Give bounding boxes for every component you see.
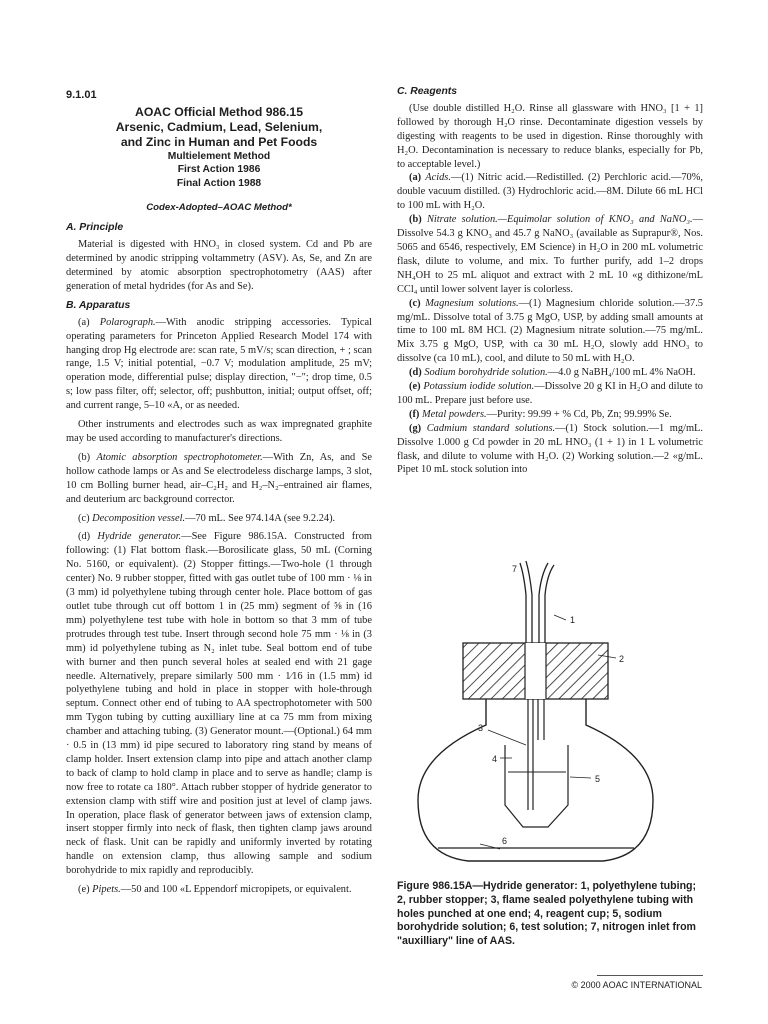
apparatus-a: (a) Polarograph.—With anodic stripping accessories. Typical operating parameters for Princeton Applied Research Model 174 with hanging drop Hg electrode are: scan rate, 5 mV/s; scan direction, + ; scan range, 1.5 V; initial potential, −0.7 V; modulation amplitude, 25 mV; operation mode, differential pulse; display direction, "−"; drop time, 0.5 s; low pass filter, off; selector, off; pushbutton, initial; output offset, off; and current range, 5–10 «A, or as needed. xyxy=(66,316,372,412)
figure-label-2: 2 xyxy=(619,654,625,664)
outlet-tube-wall xyxy=(545,565,554,643)
figure-label-7: 7 xyxy=(512,564,518,574)
reagent-f: (f) Metal powders.—Purity: 99.99 + % Cd, Pb, Zn; 99.99% Se. xyxy=(409,408,672,420)
codex-note: Codex-Adopted–AOAC Method* xyxy=(146,202,292,214)
reagent-e: (e) Potassium iodide solution.—Dissolve 20 g KI in H₂O and dilute to 100 mL. Prepare just before use. xyxy=(397,381,703,406)
reagent-g: (g) Cadmium standard solutions.—(1) Stock solution.—1 mg/mL. Dissolve 1.000 g Cd powder in 20 mL HNO₃ (1 + 1) in 1 L volumetric flask, and dilute to volume with H₂O. (2) Working solution.—2 «g/mL. Pipet 10 mL stock solution into xyxy=(397,422,703,476)
apparatus-c: (c) Decomposition vessel.—70 mL. See 974.14A (see 9.2.24). xyxy=(78,512,336,524)
principle-text: Material is digested with HNO₃ in closed system. Cd and Pb are determined by anodic stripping voltammetry (ASV). As, Se, and Zn are determined by atomic absorption spectrophotometry (AAS) after generation of metal hydrides (for As and Se). xyxy=(66,239,372,292)
section-number: 9.1.01 xyxy=(66,89,97,101)
reagent-d: (d) Sodium borohydride solution.—4.0 g NaBH₄/100 mL 4% NaOH. xyxy=(409,367,696,379)
method-title-line3: and Zinc in Human and Pet Foods xyxy=(120,134,318,149)
right-column xyxy=(397,85,703,477)
apparatus-d: (d) Hydride generator.—See Figure 986.15A. Constructed from following: (1) Flat bottom flask.—Borosilicate glass, 50 mL (Corning No. 5160, or equivalent). (2) Stopper fittings.—Two-hole (1 through center) No. 9 rubber stopper, fitted with gas outlet tube of 100 mm · ⅛ in (3 mm) id polyethylene tubing through center hole. Place bottom of gas outlet tube through cut off bottom 1 in (25 mm) segment of ⅝ in (16 mm) polyethylene test tube with hole in bottom so that 3 mm of tube protrudes through test tube. Insert through second hole 75 mm · ⅛ in (3 mm) id polyethylene tubing as N₂ inlet tube. Seal bottom end of tube with burner and then punch several holes at sealed end with 21 gage needle. Alternatively, prepare similarly 500 mm · 1⁄16 in (1.5 mm) id polyethylene tubing and hold in place in stopper with hole-through septum. Connect other end of tubing to AA spectrophotometer with 500 mm Tygon tubing by cutting auxilliary line at ca 75 mm from mixing chamber and attaching tubing. (3) Generator mount.—(Optional.) 64 mm · 0.5 in (13 mm) id pipe secured to laboratory ring stand by means of clamp holder. Insert extension clamp into pipe and attach another clamp to back of clamp to hold clamp in place and to serve as handle; clamp is now free to rotate ca 180°. Attach rubber stopper of hydride generator to extension clamp with stiff wire and position just at level of clamp jaws. In operation, place flask of generator between jaws of extension clamp, insert stopper firmly into neck of flask, then tighten clamp jaws around neck of flask. Unit can be rapidly and uniformly inverted by rotating handle on extension clamp, thus allowing sample and sodium borohydride to mix rapidly and reproducibly. xyxy=(66,531,372,877)
method-title-line2: Arsenic, Cadmium, Lead, Selenium, xyxy=(115,119,323,134)
apparatus-b: (b) Atomic absorption spectrophotometer.—With Zn, As, and Se hollow cathode lamps or As and Se electrodeless discharge lamps, 3 slot, 10 cm Bolling burner head, air–C₂H₂ and H₂–N₂–entrained air flames, and deuterium arc background corrector. xyxy=(66,451,372,505)
reagent-a: (a) Acids.—(1) Nitric acid.—Redistilled. (2) Perchloric acid.—70%, double vacuum distilled. (3) Hydrochloric acid.—8M. Dilute 66 mL HCl to 100 mL with H₂O. xyxy=(397,172,703,212)
nitrogen-inlet-tube xyxy=(520,563,526,643)
left-column xyxy=(66,85,372,902)
figure-label-4: 4 xyxy=(492,754,498,764)
flask xyxy=(418,699,653,861)
footer-rule xyxy=(597,975,703,976)
apparatus-e: (e) Pipets.—50 and 100 «L Eppendorf micropipets, or equivalent. xyxy=(78,884,352,896)
apparatus-heading: B. Apparatus xyxy=(66,299,131,311)
reagent-c: (c) Magnesium solutions.—(1) Magnesium chloride solution.—37.5 mg/mL. Dissolve total of 3.75 g MgO, USP, by adding small amounts at time to 100 mL 8M HCl. (2) Magnesium nitrate solution.—75 mg/mL. Mix 3.75 g MgO, USP, with ca 30 mL H₂O, slowly add HNO₃ to dissolve (ca 10 mL), cool, and dilute to 50 mL with H₂O. xyxy=(397,297,703,365)
reagent-cup xyxy=(505,745,568,827)
figure-label-5: 5 xyxy=(595,774,601,784)
copyright: © 2000 AOAC INTERNATIONAL xyxy=(571,980,702,990)
other-instruments: Other instruments and electrodes such as wax impregnated graphite may be used according to manufacturer's directions. xyxy=(66,419,372,444)
principle-heading: A. Principle xyxy=(66,222,124,234)
final-action: Final Action 1988 xyxy=(176,177,262,189)
figure-label-3: 3 xyxy=(478,723,484,733)
method-subtitle: Multielement Method xyxy=(167,150,271,162)
reagents-intro: (Use double distilled H₂O. Rinse all glassware with HNO₃ [1 + 1] followed by thorough H₂O rinse. Decontaminate digestion vessels by digesting with reagents to be used in digestion. Rinse thoroughly with H₂O. Decontamination is necessary to reduce blanks, especially for Pb, to acceptable level.) xyxy=(397,102,703,170)
figure-caption: Figure 986.15A—Hydride generator: 1, polyethylene tubing; 2, rubber stopper; 3, flame sealed polyethylene tubing with holes punched at one end; 4, reagent cup; 5, sodium borohydride solution; 6, test solution; 7, nitrogen inlet from "auxilliary" line of AAS. xyxy=(397,880,697,948)
nitrogen-inlet-tube-wall xyxy=(526,561,532,643)
method-title: AOAC Official Method 986.15 xyxy=(135,104,303,119)
reagent-b: (b) Nitrate solution.—Equimolar solution of KNO₃ and NaNO₃.—Dissolve 54.3 g KNO₃ and 45.7 g NaNO₃ (available as Suprapur®, Nos. 5065 and 6546, respectively, EM Science) in H₂O in 200 mL volumetric flask, dilute to volume, and mix. To further purify, add 1–2 drops NH₄OH to 25 mL aliquot and extract with 2 mL 10 «g dithizone/mL CCl₄ until lower solvent layer is colorless. xyxy=(397,214,703,295)
reagents-heading: C. Reagents xyxy=(397,86,458,97)
hydride-generator-figure xyxy=(408,555,668,875)
first-action: First Action 1986 xyxy=(177,164,261,176)
figure-label-6: 6 xyxy=(502,836,508,846)
figure-label-1: 1 xyxy=(570,615,576,625)
outlet-tube xyxy=(539,563,548,643)
